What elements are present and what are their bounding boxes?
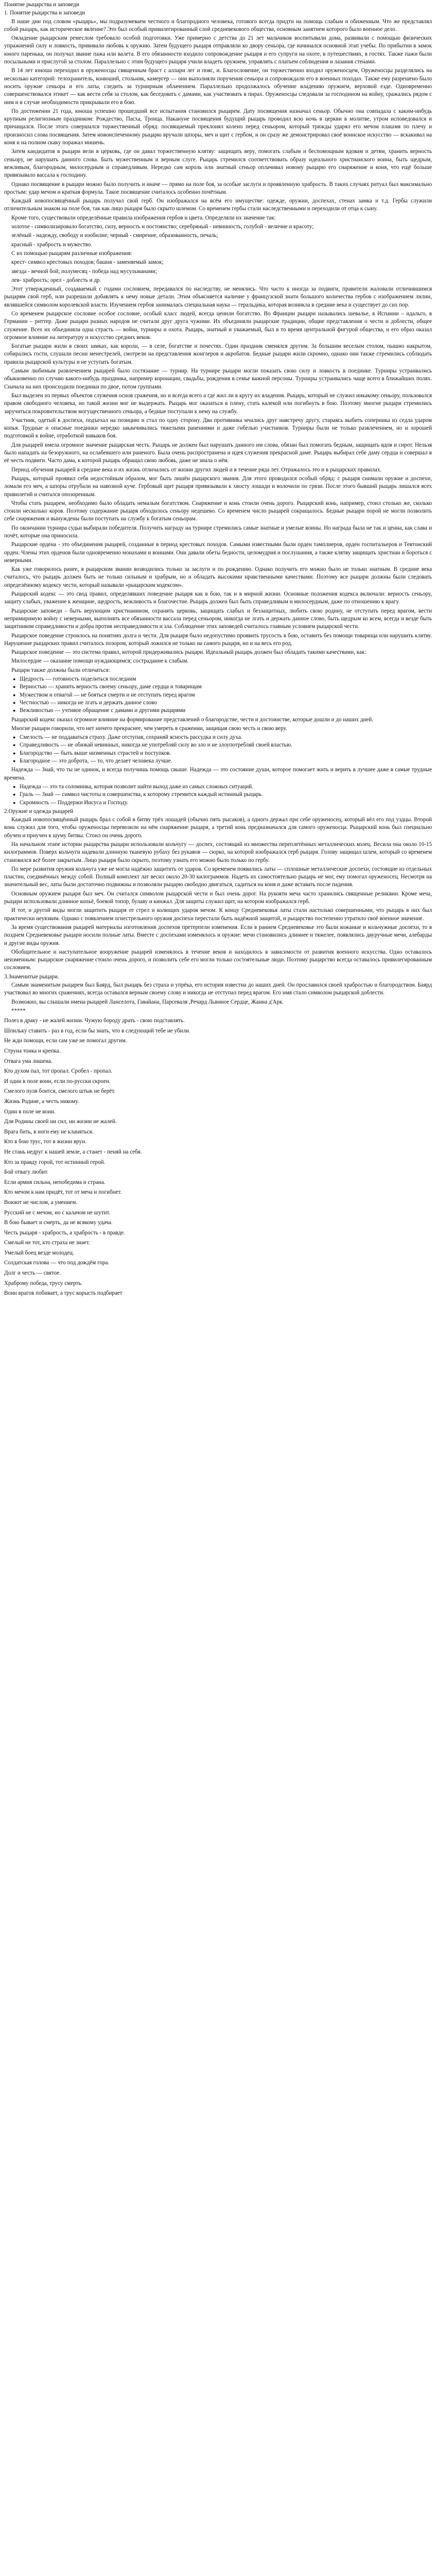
paragraph: По мере развития оружия кольчуга уже не могла надёжно защитить от ударов. Со временем появились латы — сплошные металлические доспехи, состоящие из отдельных пластин, соединённых между собой. Полный комплект лат весил около 20-30 килограммов. Надеть их самостоятельно рыцарь не мог, ему помогал оруженосец. Несмотря на значительный вес, латы были достаточно подвижны и позволяли рыцарю свободно двигаться, садиться на коня и даже вставать после падения. (4, 866, 432, 888)
paragraph: Обобщительное и наступательное вооружение рыцарей изменялось в течение веков и находилось в зависимости от развития военного искусства. Одно оставалось неизменным: рыцарское снаряжение стоило очень дорого, и позволить себе его могли только состоятельные люди. Поэтому рыцарство всегда оставалось привилегированным сословием. (4, 948, 432, 971)
paragraph: Рыцарское поведение — это система правил, которой придерживались рыцари. Идеальный рыцарь должен был обладать такими качествами, как: (11, 649, 367, 656)
proverb-line: Смелый не тот, кто страха не знает. (4, 1240, 90, 1246)
proverb-line: Не стань недруг к нашей земле, а станет - пеняй на себя. (4, 1148, 142, 1155)
document-body (4, 9, 432, 1015)
proverb-line: Долг и честь — святое. (4, 1270, 61, 1277)
list-item (13, 683, 432, 691)
proverb-line: Воюют не числом, а умением. (4, 1199, 78, 1206)
paragraph: Рыцарские заповеди - быть верующим христианином, охранять церковь, защищать слабых и беззащитных, любить свою родину, не отступать перед врагом, вести непримиримую войну с неверными, выполнять все обязанности вассала перед сеньором, никогда не лгать и держать данное слово, быть щедрым ко всем, всегда и везде быть защитником справедливости и добра против несправедливости и зла. Соблюдение этих заповедей считалось главным условием рыцарской чести. (4, 607, 432, 630)
section-heading: 1. Понятие рыцарства и заповеди (4, 10, 85, 16)
paragraph: С их помощью рыцарям различные изображения: (11, 250, 132, 257)
list-item-text: Щедрость — готовность поделиться последним (20, 676, 136, 683)
paragraph: На начальном этапе истории рыцарства рыцари использовали кольчугу — доспех, состоящий из множества переплетённых металлических колец. Весила она около 10-15 килограммов. Поверх кольчуги надевали длинную тканевую рубаху без рукавов — сюрко, на которой изображался герб рыцаря. Голову защищал шлем, который со временем становился всё более закрытым. Лицо рыцаря было скрыто, поэтому узнать его можно было только по гербу. (4, 841, 432, 863)
list-item-text: Благородство — быть выше низменных страстей и поступков. (20, 750, 171, 756)
paragraph: По окончании турнира судьи выбирали победителя. Получить награду на турнире стремились самые знатные и умелые воины. Но награда была не так и ценна, как слава и почёт, которые она приносила. (4, 524, 432, 539)
paragraph: Богатые рыцари жили в своих замках, как короли, — в селе, богатстве и почестях. Один праздник сменялся другим. За большим веселым столом, пышно накрытом, собирались гости, слушали песни менестрелей, смотрели на представления жонглеров и акробатов. Бедные рыцари жили скромно, однако они также стремились соблюдать правила рыцарской культуры и не уступать богатым. (4, 343, 432, 365)
list-item-text: Верностью — хранить верность своему сеньору, даме сердца и товарищам (20, 684, 202, 690)
proverb-line: Солдатская голова — что под дождём гора. (4, 1260, 110, 1266)
list-item-text: Надежда — это та соломинка, которая позволит найти выход даже из самых сложных ситуаций. (20, 783, 254, 790)
bullet-icon: ● (13, 750, 16, 756)
bullet-icon: ● (13, 676, 16, 682)
paragraph: Рыцарь, который проявил себя недостойным образом, мог быть лишён рыцарского звания. Для этого проводился особый обряд: с рыцаря снимали оружие и доспехи, ломали его меч, а шпоры отрубали на навозной куче. Гербовый щит рыцаря привязывали к хвосту лошади и волочили по грязи. После этого бывший рыцарь лишался всех привилегий и считался опозоренным. (4, 475, 432, 498)
bullet-icon: ● (13, 784, 16, 789)
paragraph: звезда - вечной бой; полумесяц - победа над мусульманами; (11, 268, 158, 275)
bullet-icon: ● (13, 800, 16, 805)
paragraph: ***** (11, 1007, 26, 1014)
bullet-icon: ● (13, 742, 16, 748)
proverb-line: Честь рыцаря - храбрость, а храбрость - в правде. (4, 1229, 125, 1236)
paragraph: Со временем рыцарское сословие особое сословие, особый класс людей, всегда ценили богатство. Во Франции рыцари назывались шевалье, в Испании – идальго, в Германии – риттер. Даже рыцари разных народов не считали друг друга чужими. Их объединяли рыцарские традиции, общие представления о чести и доблести, общее служение. Всех их объединяла одна страсть — война, турниры и охота. Рыцарь, знатный и уважаемый, был в то время центральной фигурой общества, и его образ оказал огромное влияние на литературу и искусство средних веков. (4, 310, 432, 341)
section-heading: 2.Оружие и одежда рыцарей (4, 808, 74, 815)
bullet-icon: ● (13, 684, 16, 690)
list-item (13, 675, 432, 683)
paragraph: Чтобы стать рыцарем, необходимо было обладать немалым богатством. Снаряжение и конь стоили очень дорого. Рыцарский конь, например, стоил столько же, сколько стоили несколько коров. Поэтому содержание рыцаря обходилось сеньору недешево. Со временем число рыцарей сокращалось. Бедные рыцари порой не могли позволить себе снаряжения и вынуждены были поступать на службу к богатым сеньорам. (4, 500, 432, 522)
bullet-icon: ● (13, 758, 16, 764)
proverb-line: Храброму победа, трусу смерть. (4, 1280, 83, 1286)
paragraph: Надежда — Знай, что ты не одинок, и всегда получишь помощь свыше. Надежда — это состояние души, которое помогает жить и верить в лучшее даже в самые трудные времена. (4, 767, 432, 781)
paragraph: Овладение рыцарским ремеслом требовало особой подготовки. Уже примерно с детства до 21 лет мальчиков воспитывали дома, развивали с помощью физических упражнений силу и ловкость, прививали любовь к оружию. Затем будущего рыцаря отправляли ко двору сеньора, где начинался основной этап учебы. По прибытии в замок юного паренька, он получал звание пажа или валета. В его обязанности входило сопровождение рыцаря и его супруги на охоте, в путешествиях, в гостях. Также пажи были посыльными и прислугой за столом. Параллельно с этим будущего рыцаря учили владеть оружием, управлять с платьем соблюдения и лазания стенами. (4, 35, 432, 65)
paragraph: По достижении 21 года, юноша успешно прошедший все испытания становился рыцарем. Дату посвящения назначал сеньор. Обычно она совпадала с каким-нибудь крупным религиозным праздником: Рождество, Пасха, Троица. Накануне посвящения будущий рыцарь проводил всю ночь в церкви в молитве, утром исповедовался и причащался. После этого совершался торжественный обряд: посвящаемый преклонял колено перед сеньором, который трижды ударял его мечом плашмя по плечу и произносил слова посвящения. Затем новоиспеченному рыцарю вручали шпоры, меч и щит с гербом, и он сразу же демонстрировал своё воинское искусство — вскакивал на коня и на полном скаку поражал мишень. (4, 108, 432, 146)
list-item (13, 691, 432, 699)
list-item (13, 750, 432, 757)
proverb-line: Струна тонка и крепка. (4, 1048, 61, 1054)
proverb-line: И один в поле воин, если по-русски скроен. (4, 1078, 111, 1084)
paragraph: Многие рыцари говорили, что нет ничего прекраснее, чем умереть в сражении, защищая свою честь и свою веру. (11, 725, 287, 732)
proverbs-list (4, 1017, 432, 1297)
section-heading: 3.Знаменитые рыцари. (4, 973, 59, 980)
document-title: Понятие рыцарства и заповеди (4, 2, 79, 8)
proverb-line: Смелого пуля боится, смелого штык не берёт. (4, 1088, 115, 1095)
list-item-text: Вежливостью — учтивое обращение с дамами и другими рыцарями (20, 707, 186, 714)
list-item (13, 734, 432, 741)
list-item (13, 741, 432, 749)
proverb-line: Врага бить, в ноги ему не кланяться. (4, 1128, 94, 1135)
paragraph: Период обучения рыцарей в средние века и их жизнь отличались от жизни других людей и в течение ряда лет. Отражалось это и в рыцарских правилах. (11, 466, 382, 473)
paragraph: красный - храбрость и мужество. (11, 241, 93, 248)
paragraph: лев- храбрость; орел - доблесть и др. (11, 277, 101, 283)
paragraph: Основным оружием рыцаря был меч. Он считался символом рыцарской чести и был очень дорог. На рукояти меча часто хранились священные реликвии. Кроме меча, рыцари использовали длинное копьё, боевой топор, булаву и кинжал. Для защиты служил щит, на котором изображался герб. (4, 890, 432, 905)
list-item-text: Граль — Знай — символ чистоты и совершенства, к которому стремится каждый истинный рыцарь. (20, 791, 263, 798)
paragraph: Каждый новопосвящённый рыцарь получал свой герб. Он изображался на всём его имуществе: одежде, оружии, доспехах, стенах замка и т.д. Гербы служили отличительным знаком на поле боя, так как лицо рыцаря было скрыто шлемом. Со временем гербы стали наследственными и переходили от отца к сыну. (4, 198, 432, 212)
paragraph: В наше дни под словом «рыцарь», мы подразумеваем честного и благородного человека, готового всегда придти на помощь слабым и обиженным. Что же представлял собой рыцарь, как историческое явление? Это был особый привилегированный слой средневекового общества, основным занятием которого было военное дело. (4, 18, 432, 32)
bullet-icon: ● (13, 735, 16, 740)
proverb-line: Полез в драку - не жалей жизни. Чужую бороду драть - свою подставлять. (4, 1018, 185, 1024)
paragraph: Рыцарский кодекс — это свод правил, определявших поведение рыцаря как в бою, так и в мирной жизни. Основные положения кодекса включали: верность сеньору, защиту слабых, уважение к женщине, щедрость, вежливость и благочестие. Рыцарь должен был быть справедливым и милосердным, даже по отношению к врагу. (4, 591, 432, 605)
proverb-line: В бою бывает и смерть, да не всякому удача. (4, 1219, 113, 1226)
paragraph: Затем кандидатов в рыцари вели в церковь, где он давал торжественную клятву: защищать веру, помогать слабым и беспомощным вдовам и детям, хранить верность сеньору, не нарушать данного слова. Быть мужественным и верным слуге. Рыцарь стремился соответствовать образу идеального христианского воина, быть щедрым, вежливым, благородным, милосердным и справедливым. Нередко сам король или знатный сеньор оплачивал новому рыцарю его снаряжение и коня, что ещё больше привязывало вассала к господину. (4, 148, 432, 179)
list-item (13, 699, 432, 707)
paragraph: Для рыцарей имела огромное значение рыцарская честь. Рыцарь не должен был нарушать данного им слова, обязан был помогать бедным, защищать вдов и сирот. Нельзя было нападать на безоружного, на ослабевшего или раненого. Была очень распространена и идея служения прекрасной даме. Рыцарь выбирал себе даму сердца и совершал в её честь подвиги. Часто дама, к которой рыцарь обращал свою любовь, даже не знала о нём. (4, 442, 432, 464)
proverb-line: Отвага ума лишена. (4, 1058, 53, 1064)
list-item-text: Благородное — это доброта, — то, что делает человека лучше. (20, 758, 172, 765)
list-item (13, 799, 432, 807)
proverb-line: Для Родины своей ни сил, ни жизни не жалей. (4, 1118, 117, 1125)
proverb-line: Если армия сильна, непобедима и страна. (4, 1179, 106, 1185)
paragraph: Каждый новопосвящённый рыцарь брал с собой в битву трёх лошадей (обычно пять рысаков), а одного держал при себе оруженосец, который вёл его под уздцы. Второй конь служил для того, чтобы оруженосцы перевозили на нём снаряжение рыцаря, а третий конь предназначался для самого оруженосца. Рыцарский конь был специально обучен и приучен к шуму битвы. Стоил он очень дорого. (4, 817, 432, 839)
proverb-line: Русский не с мечом, но с калачом не шутит. (4, 1209, 111, 1216)
proverb-line: Кто в бою трус, тот в жизни врун. (4, 1139, 86, 1145)
proverb-line: Кто мечом к нам придёт, тот от меча и погибнет. (4, 1189, 122, 1196)
paragraph: Милосердие — оказание помощи нуждающимся; сострадание к слабым. (11, 658, 189, 665)
paragraph: зелёный - надежду, свободу и изобилие; черный - смирение, образованность, печаль; (11, 232, 218, 239)
list-item (13, 757, 432, 765)
bullet-list (4, 783, 432, 807)
proverb-line: Воин врагов побивает, а трус корысть подбирает (4, 1290, 123, 1297)
paragraph: крест- символ крестовых походов; башня - заменяемый замок; (11, 259, 164, 266)
paragraph: За время существования рыцарей материалы изготовления доспехов претерпели изменения. Если в раннем Средневековье это были кожаные и кольчужные доспехи, то в позднем Средневековье рыцари носили полные латы. Вместе с доспехами изменялось и оружие: мечи становились длиннее и тяжелее, появлялись двуручные мечи, алебарды и другие виды оружия. (4, 924, 432, 946)
proverb-line: Шпильку ставить - раз в год, если бы знать, что в следующий тебе не убили. (4, 1027, 190, 1034)
proverb-line: Кто духом пал, тот пропал. Сробел - пропал. (4, 1068, 113, 1075)
paragraph: Рыцарский кодекс оказал огромное влияние на формирование представлений о благородстве, чести и достоинстве, которые дошли и до наших дней. (11, 716, 374, 723)
paragraph: В 14 лет юноша переходил в оруженосцы священным браст с аллари лег и пояс, и. Благословение, он торжественно входил оруженосцем, Оруженосцы разделялись на несколько категорий: телохранитель, конюший, стольник, камергер — они выполняли поручения сеньора и сопровождали его в военных походах. Также ему разрешено было носить оружие сеньора и его латы, следить за турнирным облачением. Параллельно продолжалось обучение владению оружием, верховой езде. Одновременно совершенствовался этикет — как вести себя за столом, как беседовать с дамами, как участвовать в пирах. Оруженосцы следовали за господином на войну, сражались рядом с ним и в случае необходимости прикрывали его в бою. (4, 67, 432, 106)
list-item (13, 783, 432, 791)
bullet-list (4, 675, 432, 715)
bullet-icon: ● (13, 692, 16, 698)
paragraph: Самым знаменитым рыцарем был Баярд, был рыцарь без страха и упрёка, его история известна до наших дней. Он прославился своей храбростью и благородством. Баярд участвовал во многих сражениях, всегда оставался верным своему слову и никогда не отступал перед врагом. Его имя стало символом рыцарской доблести. (4, 982, 432, 996)
paragraph: И тот, и другой виды могли защитить рыцаря от стрел и колющих ударов мечом. К концу Средневековья латы стали настолько совершенными, что рыцарь в них был практически неуязвим. Однако с появлением огнестрельного оружия доспехи перестали быть надёжной защитой, и рыцарство постепенно утратило своё военное значение. (4, 907, 432, 922)
list-item (13, 791, 432, 799)
paragraph: Рыцари также должны были отличаться: (11, 667, 110, 673)
paragraph: Этот утвержденный, создаваемый с годами сословием, передавался по наследству, не менялись. Что часто к иногда за подвиги, правители жаловали отличившимся рыцарям свой герб, или разрешали добавлять к нему новые детали. Этим объясняется наличие у французской знати большого количества гербов с изображением лилии, являвшейся символом королевской власти. Изучением гербов занималась специальная наука — геральдика, которая возникла в средние века и существует до сих пор. (4, 286, 432, 308)
proverb-line: Умелый боец везде молодец. (4, 1249, 74, 1256)
paragraph: Рыцарские ордена - это объединения рыцарей, созданные в период крестовых походов. Самыми известными были орден тамплиеров, орден госпитальеров и Тевтонский орден. Члены этих орденов были одновременно монахами и воинами. Они давали обеты бедности, целомудрия и послушания, а также клятву защищать христиан и бороться с неверными. (4, 541, 432, 564)
bullet-icon: ● (13, 700, 16, 705)
list-item-text: Мужеством и отвагой — не бояться смерти и не отступать перед врагом (20, 691, 195, 698)
list-item-text: Смелость — не поддаваться страху. Даже отступая, сохраняй ясность рассудка и силу духа. (20, 734, 242, 741)
paragraph: Был выделен из первых объектов служения основ сражения, но и всегда всего а где жил ли в кругу их владения. Рыцарь, который не служил никакому сеньору, пользовался правом свободного человека, но такой жизни мог не выдержать. Рыцарь мог оказаться в плену, стать калекой или погибнуть в бою. Поэтому многие рыцари стремились заручиться покровительством могущественного сеньора, а бедные поступали к нему на службу. (4, 392, 432, 415)
list-item-text: Справедливость — не обижай невинных, никогда не употребляй силу во зло и не злоупотребляй своей властью. (20, 742, 292, 749)
bullet-icon: ● (13, 708, 16, 714)
bullet-icon: ● (13, 792, 16, 798)
paragraph: Участник, одетый в доспехи, подъехал на позицию и стал по одну сторону. Два противника мчались друг навстречу другу, стараясь выбить соперника из седла ударом копья. Трудные и опасные поединки нередко заканчивались тяжелыми ранениями и даже гибелью участников. Турниры были не только развлечением, но и хорошей подготовкой к войне, отработкой навыков боя. (4, 417, 432, 439)
proverb-line: Жизнь Родине, а честь никому. (4, 1098, 79, 1105)
proverb-line: Кто за правду горой, тот истинный герой. (4, 1159, 106, 1165)
paragraph: Как уже говорилось ранее, в рыцарском звании возводились только за заслуги и по рождению. Однако получить его можно было не только знатным. В средние века считалось, что рыцарь должен быть не только сильным и храбрым, но и обладать высокими нравственными качествами. Поэтому все рыцари должны были следовать определённому кодексу чести, который называли «рыцарским кодексом». (4, 566, 432, 588)
paragraph: Рыцарское поведение строилось на понятиях долга и чести. Для рыцаря было недопустимо проявить трусость в бою, оставить без помощи товарища или нарушить клятву. Нарушение рыцарских правил считалось позором, который ложился не только на самого рыцаря, но и на весь его род. (4, 632, 432, 647)
list-item-text: Честностью — никогда не лгать и держать данное слово (20, 699, 157, 706)
paragraph: Возможно, вы слышали имена рыцарей Ланселота, Гавайана, Парсеваля ,Речард Львиное Сердце, Жанна д'Арк. (11, 998, 284, 1005)
bullet-list (4, 734, 432, 765)
paragraph: Самым любимым развлечением рыцарей было состязание — турнир. На турнире рыцари могли показать свою силу и ловкость в поединке. Турниры устраивались обыкновенно по случаю какого-нибудь праздника, например коронации, свадьбы, рождения в семье важной персоны. Турниры устраивались чаще всего в ближайших полях. Сначала на них происходили поединки по двое, потом группами. (4, 368, 432, 390)
paragraph: Кроме того, существовали определённые правила изображения гербов и цвета. Определяли их значение так: (11, 214, 276, 221)
proverb-line: Бой отвагу любит. (4, 1169, 48, 1176)
list-item-text: Скромность — Поддержи Иисуса и Господу. (20, 799, 129, 806)
list-item (13, 707, 432, 715)
proverb-line: Не жди помощи, если сам уже не помогал другим. (4, 1038, 127, 1044)
proverb-line: Один в поле не воин. (4, 1108, 56, 1115)
paragraph: Однако посвящение в рыцари можно было получить и иначе — прямо на поле боя, за особые заслуги и проявленную храбрость. В таких случаях ритуал был максимально простым: удар мечом и краткая формула. Такое посвящение считалось особенно почётным. (4, 181, 432, 195)
paragraph: золотое - символизировало богатство, силу, верность и постоянство; серебряный - невинность, голубой - величие и красоту; (11, 224, 314, 230)
